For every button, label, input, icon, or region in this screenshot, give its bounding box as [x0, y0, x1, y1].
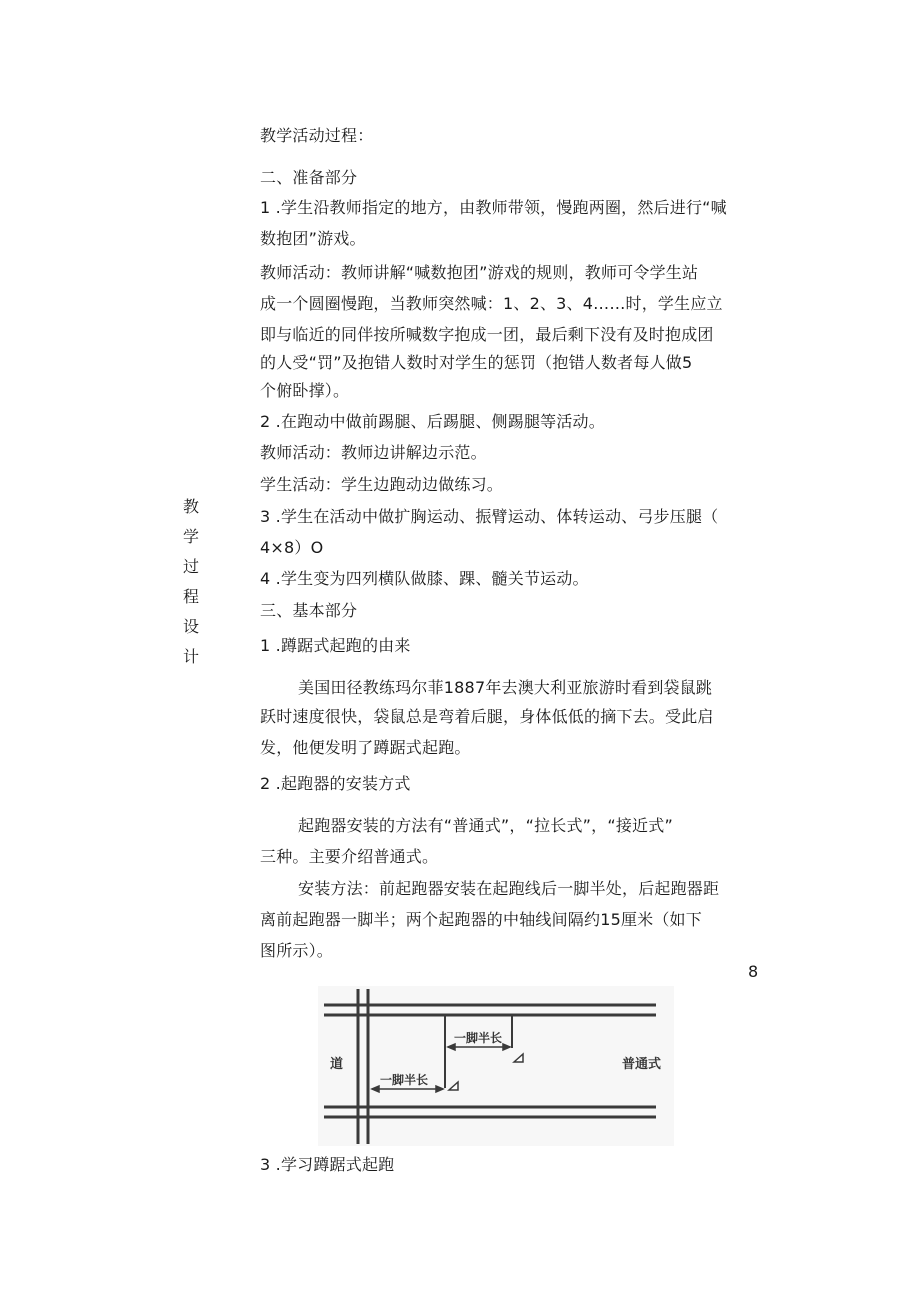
side-label-char: 教	[183, 497, 200, 516]
paragraph-line: 成一个圆圈慢跑，当教师突然喊：1、2、3、4……时，学生应立	[260, 294, 723, 313]
paragraph-line: 离前起跑器一脚半；两个起跑器的中轴线间隔约15厘米（如下	[260, 910, 702, 929]
paragraph-line: 发，他便发明了蹲踞式起跑。	[260, 738, 471, 757]
section-heading-process: 教学活动过程：	[260, 126, 374, 145]
label-half-foot-front: 一脚半长	[380, 1073, 429, 1087]
paragraph-line: 1 .学生沿教师指定的地方，由教师带领，慢跑两圈，然后进行“喊	[260, 198, 727, 217]
side-label-char: 计	[183, 647, 200, 666]
paragraph-line: 教师活动：教师讲解“喊数抱团”游戏的规则，教师可令学生站	[260, 263, 699, 282]
paragraph-line: 教师活动：教师边讲解边示范。	[260, 443, 487, 462]
heading-basic: 三、基本部分	[260, 601, 358, 620]
paragraph-line: 2 .在跑动中做前踢腿、后踢腿、侧踢腿等活动。	[260, 412, 605, 431]
paragraph-line: 4 .学生变为四列横队做膝、踝、髓关节运动。	[260, 569, 589, 588]
paragraph-line: 图所示）。	[260, 941, 334, 960]
side-label-char: 设	[183, 617, 200, 636]
subheading: 1 .蹲踞式起跑的由来	[260, 636, 411, 655]
subheading: 2 .起跑器的安装方式	[260, 774, 411, 793]
diagram-background	[318, 986, 674, 1146]
side-label-char: 过	[183, 557, 200, 576]
paragraph-line: 安装方法：前起跑器安装在起跑线后一脚半处，后起跑器距	[298, 879, 720, 898]
paragraph-line: 三种。主要介绍普通式。	[260, 847, 439, 866]
starting-block-diagram	[318, 986, 674, 1146]
label-standard-style: 普通式	[622, 1057, 662, 1072]
paragraph-line: 即与临近的同伴按所喊数字抱成一团，最后剩下没有及时抱成团	[260, 325, 714, 344]
paragraph-line: 学生活动：学生边跑动边做练习。	[260, 475, 504, 494]
page-number: 8	[748, 962, 759, 981]
paragraph-line: 的人受“罚”及抱错人数时对学生的惩罚（抱错人数者每人做5	[260, 353, 693, 372]
paragraph-line: 起跑器安装的方法有“普通式”，“拉长式”，“接近式”	[298, 816, 673, 835]
paragraph-line: 数抱团”游戏。	[260, 229, 366, 248]
subheading: 3 .学习蹲踞式起跑	[260, 1155, 395, 1174]
paragraph-line: 个俯卧撑）。	[260, 381, 350, 400]
paragraph-line: 美国田径教练玛尔菲1887年去澳大利亚旅游时看到袋鼠跳	[298, 678, 713, 697]
paragraph-line: 跃时速度很快，袋鼠总是弯着后腿，身体低低的摘下去。受此启	[260, 707, 714, 726]
label-half-foot-rear: 一脚半长	[454, 1031, 503, 1045]
side-label-char: 学	[183, 527, 200, 546]
side-label-char: 程	[183, 587, 200, 606]
heading-preparation: 二、准备部分	[260, 168, 358, 187]
label-lane: 道	[330, 1057, 344, 1072]
paragraph-line: 4×8）O	[260, 538, 324, 557]
paragraph-line: 3 .学生在活动中做扩胸运动、振臂运动、体转运动、弓步压腿（	[260, 507, 719, 526]
